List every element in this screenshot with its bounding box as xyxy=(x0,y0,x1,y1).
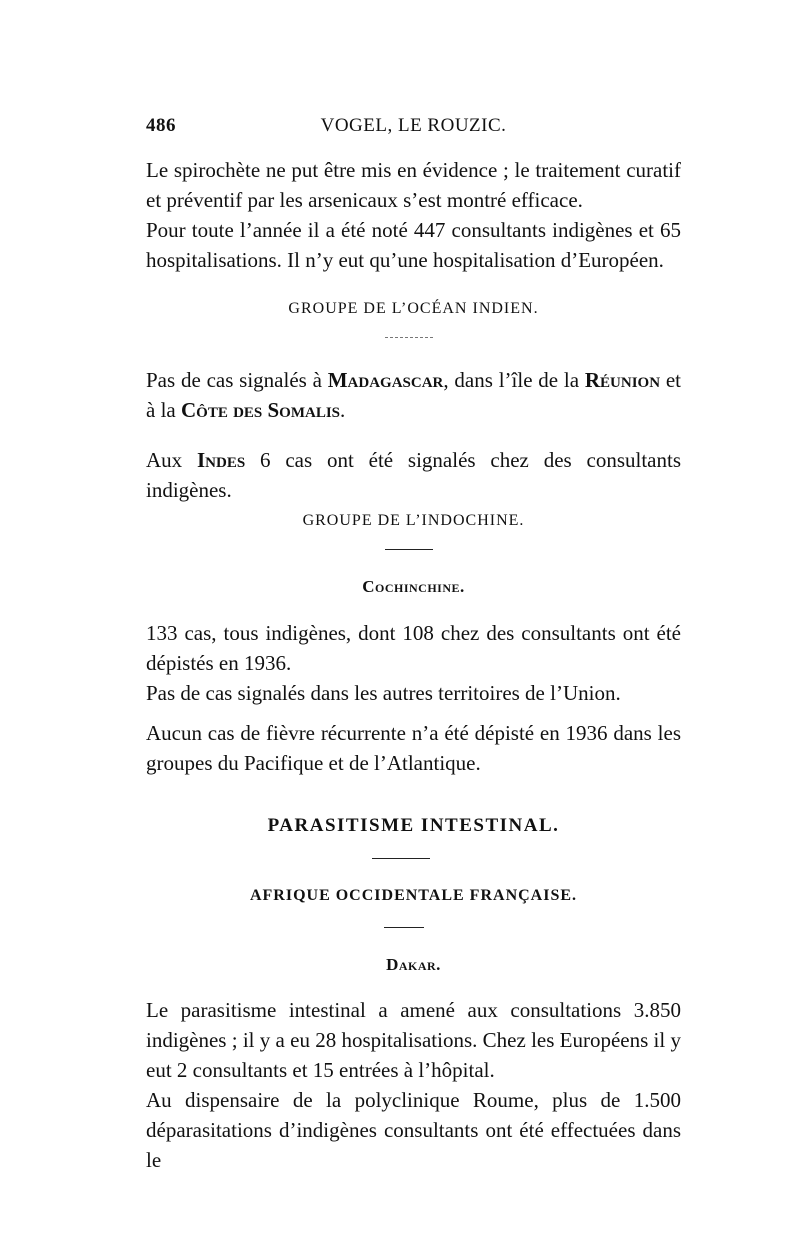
place-madagascar: Madagascar xyxy=(327,368,444,392)
text-block-3 xyxy=(146,445,681,505)
paragraph-fievre-recurrente: Aucun cas de fièvre récurrente n’a été dépisté en 1936 dans les groupes du Pacifique et de l’Atlantique. xyxy=(146,721,681,775)
paragraph-madagascar xyxy=(146,365,681,425)
running-title: VOGEL, LE ROUZIC. xyxy=(320,115,507,136)
paragraph-annual-count: Pour toute l’année il a été noté 447 consultants indigènes et 65 hospitalisations. Il n’y eut qu’une hospitalisation d’Européen. xyxy=(146,218,681,272)
running-head xyxy=(146,115,681,145)
heading-rule xyxy=(372,858,430,859)
text-block-6 xyxy=(146,995,681,1175)
heading-rule xyxy=(385,549,433,550)
heading-dakar: Dakar. xyxy=(386,955,441,974)
place-indes: Indes xyxy=(197,448,246,472)
text-block-1 xyxy=(146,155,681,275)
place-reunion: Réunion xyxy=(584,368,661,392)
paragraph-cochinchine-cases: 133 cas, tous indigènes, dont 108 chez des consultants ont été dépistés en 1936. xyxy=(146,621,681,675)
text-block-5 xyxy=(146,718,681,778)
p4-text-a: Aux xyxy=(146,448,197,472)
p4-text-b: 6 cas ont été signalés chez des consultants indigènes. xyxy=(146,448,681,502)
paragraph-dakar-parasitisme: Le parasitisme intestinal a amené aux consultations 3.850 indigènes ; il y a eu 28 hospitalisations. Chez les Européens il y eut 2 consultants et 15 entrées à l’hôpital. xyxy=(146,998,681,1082)
text-block-4 xyxy=(146,618,681,708)
heading-cochinchine: Cochinchine. xyxy=(362,577,465,596)
p3-text-b: , dans l’île de la xyxy=(443,368,585,392)
heading-parasitisme: PARASITISME INTESTINAL. xyxy=(267,815,560,836)
paragraph-union: Pas de cas signalés dans les autres territoires de l’Union. xyxy=(146,681,621,705)
paragraph-indes xyxy=(146,445,681,505)
page-number: 486 xyxy=(146,115,176,136)
place-cote-des-somalis: Côte des Somalis xyxy=(180,398,341,422)
text-block-2 xyxy=(146,365,681,425)
heading-rule xyxy=(385,337,433,338)
p3-text-a: Pas de cas signalés à xyxy=(146,368,328,392)
heading-afrique-occidentale: AFRIQUE OCCIDENTALE FRANÇAISE. xyxy=(249,887,578,904)
p3-text-d: . xyxy=(340,398,346,422)
heading-indochine: GROUPE DE L’INDOCHINE. xyxy=(302,512,525,529)
heading-ocean-indien: GROUPE DE L’OCÉAN INDIEN. xyxy=(288,300,539,317)
paragraph-polyclinique-roume: Au dispensaire de la polyclinique Roume, plus de 1.500 déparasitations d’indigènes consultants ont été effectuées dans le xyxy=(146,1088,681,1172)
p3-text-c: et à la xyxy=(146,368,681,422)
heading-rule xyxy=(384,927,424,928)
paragraph-spirochete: Le spirochète ne put être mis en évidence ; le traitement curatif et préventif par les arsenicaux s’est montré efficace. xyxy=(146,158,681,212)
